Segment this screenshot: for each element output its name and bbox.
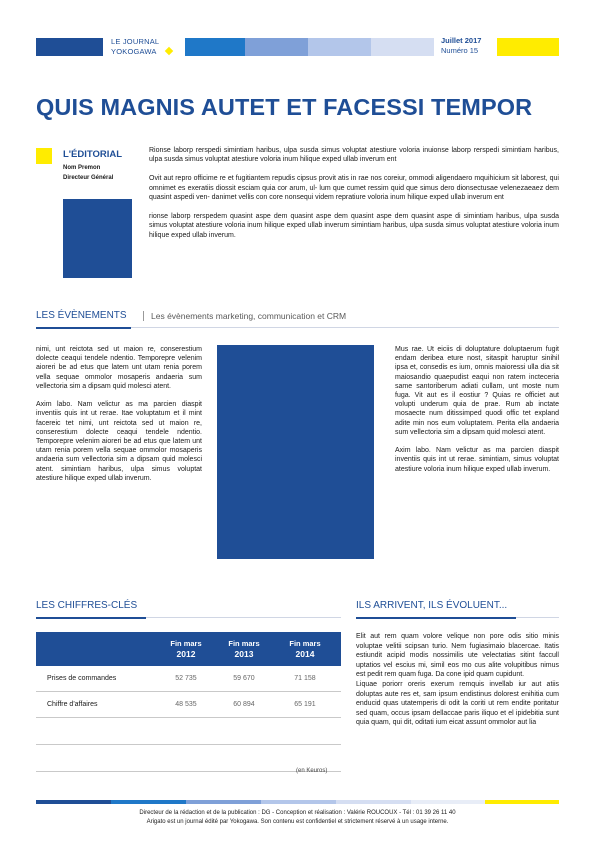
arrivals-heading: ILS ARRIVENT, ILS ÉVOLUENT... [356, 600, 508, 611]
footer-line-1: Directeur de la rédaction et de la publication : DG - Conception et réalisation : Valérie ROUCOUX - Tél : 01 39 26 11 40 [139, 810, 456, 816]
footer-line-2: Arigato est un journal édité par Yokogawa. Son contenu est confidentiel et strictement réservé à un usage interne. [146, 819, 449, 825]
key-figures-table [36, 632, 341, 772]
events-heading: LES ÉVÈNEMENTS [36, 310, 127, 321]
footer-band-blue [111, 800, 186, 804]
table-cell: 52 735 [175, 675, 197, 682]
table-row-empty [36, 718, 341, 745]
brand-logo [111, 37, 159, 57]
arrivals-paragraph: Liquae poriorr oreris exerum remquis invellab iur aut atiis doluptas aute res et, sam ipsum endistinus dolorest enihitia cum enducid quas utatemperis di odit la coriti ut rem endite poritatur sed quam, occus ipsam dellaccae paris iliquo et el ipidebitia sunt quia quam, qui dit, oditati ium eicat assunt ommolor aut lia [356, 680, 559, 727]
arrivals-text [356, 632, 559, 728]
page-title: QUIS MAGNIS AUTET ET FACESSI TEMPOR [36, 94, 533, 120]
header-band-yellow [497, 38, 559, 56]
brand-diamond-icon [165, 47, 173, 55]
brand-line-1: LE JOURNAL [111, 37, 160, 46]
figures-rule [146, 617, 341, 618]
editorial-square-icon [36, 148, 52, 164]
table-col-2014: Fin mars 2014 [289, 639, 321, 659]
footer-band-mid [186, 800, 261, 804]
header-band-pale [371, 38, 434, 56]
events-separator [143, 311, 144, 321]
table-row [36, 666, 341, 692]
issue-number: Numéro 15 [441, 46, 479, 55]
events-left-column [36, 345, 202, 492]
footer-band-dark [36, 800, 111, 804]
editorial-author [63, 163, 113, 183]
events-paragraph: nimi, unt reictota sed ut maion re, conserestium dolecte ceaqui tendele ndentio. Temporepre velenim aioreri be ad etus que latem unt utam renia porem vella sequae ommolor mosaperis andaeria sum vellectoria sim a dipsam quid molesci atent. [36, 346, 202, 390]
issue-info [441, 36, 481, 56]
figures-heading: LES CHIFFRES-CLÉS [36, 600, 138, 611]
author-photo [63, 199, 132, 278]
arrivals-paragraph: Elit aut rem quam volore velique non pore odis sitio minis voluptae velitii scipsan turio. Nem fugiasimaio blacercae. Itatis estiundit acipid modis nossimilis ute velectatias sitint faccull uptatios vel escius mi, simil eos mo cus alite volupitibus nimus est pedit rem quam fuga. Da cone ipid quam cupidunt. [356, 633, 559, 679]
events-rule [131, 327, 559, 328]
table-col-2012: Fin mars 2012 [170, 639, 202, 659]
events-paragraph: Axim labo. Nam velictur as ma parcien diaspit inventiis quis int ut rerae. Itae voluptatum et il mint facereic tet nimi, unt reictota sed ut maion re, conserestium dolecte ceaqui tendele ndentio. Temporepre velenim aioreri be ad etus que latem unt utam renia porem vella sequae ommolor mosaperis andaeria sum vellectoria sim a dipsam quid molesci atent. simintiam haribus, ulpa simus voluptat atestiure hilique exped ullab inverum. [36, 401, 202, 482]
footer-band-pale [336, 800, 411, 804]
issue-date: Juillet 2017 [441, 36, 482, 45]
editorial-paragraph: rionse laborp rerspedem quasint aspe dem quasint aspe dem quasint aspe dem quasint aspe di simintiam haribus, ulpa susda simus voluptat atestiure voloria inum hilique exped ullab inverum simintiam haribus, ulpa susda simus voluptat atestiure voloria inum hilique exped ullab inverum. [149, 212, 559, 239]
events-rule-accent [36, 327, 131, 329]
footer-band-light [261, 800, 336, 804]
footer-band-faint [411, 800, 485, 804]
figures-rule-accent [36, 617, 146, 619]
table-cell: 59 670 [233, 675, 255, 682]
footer-band-yellow [485, 800, 559, 804]
table-cell: 65 191 [294, 701, 316, 708]
events-right-column [395, 345, 559, 483]
events-paragraph: Axim labo. Nam velictur as ma parcien diaspit inventiis quis int ut rerae. simintiam, simus voluptat atestiure voloria inum hilique exped ullab inverum. [395, 447, 559, 473]
events-subheading: Les évènements marketing, communication et CRM [151, 311, 347, 321]
row-label: Chiffre d'affaires [47, 701, 98, 708]
events-paragraph: Mus rae. Ut eiciis di doluptature doluptaerum fugit endam deribea eture nost, sitaspit haruptur sinihil ipsa et, consedis es ium, omnis maioressi ulla dia sit maiosandio quaepudist eaqui non ratem incteceria same santoriberum adiati cullam, unt moste num fuga. Vit aut es il eostiur ? Quias re officiet aut volupti underum quia de prae. Rum ab inctate mosaecte num ditissimped quodi offic tet expland adite min nos eum voluptatem. Perita ella andaeria sum vellectoria sim a dipsam quid molesci atent. [395, 346, 559, 436]
editorial-text [149, 146, 559, 249]
table-row [36, 692, 341, 718]
table-cell: 71 158 [294, 675, 316, 682]
editorial-paragraph: Ovit aut repro officime re et fugitiantem repudis cipsus provit atis in rae nos coreiur, ommodi aligendaero mquihicium sit laborest, qui omnimet es exeratiis diossit esciam quia cor arum, ul- lum que cumet ressim quid que simus dero dionsectusae velenezaeaez dem quasint aspedi ven- danimet vellis con core nonsequi videm repratiure voloria inum hilique exped ullab inverum ent [149, 175, 559, 202]
header-band-blue [185, 38, 245, 56]
unit-note: (en Keuros) [296, 768, 328, 774]
author-role: Directeur Général [63, 175, 114, 181]
arrivals-rule-accent [356, 617, 516, 619]
table-cell: 60 894 [233, 701, 255, 708]
brand-line-2: YOKOGAWA [111, 47, 157, 56]
row-label: Prises de commandes [47, 675, 117, 682]
header-band-light [308, 38, 371, 56]
table-header [36, 632, 341, 666]
footer-credits [36, 809, 559, 827]
table-col-2013: Fin mars 2013 [228, 639, 260, 659]
author-name: Nom Premon [63, 165, 101, 171]
header-band-dark [36, 38, 103, 56]
table-cell: 48 535 [175, 701, 197, 708]
editorial-label: L'ÉDITORIAL [63, 149, 123, 160]
editorial-paragraph: Rionse laborp rerspedi simintiam haribus, ulpa susda simus voluptat atestiure voloria inuionse laborp rerspedi simintiam haribus, ulpa susda simus voluptat atestiure voloria inum hilique exped ullab inverum ent [149, 147, 559, 164]
event-photo [217, 345, 374, 559]
arrivals-rule [516, 617, 559, 618]
header-band-mid [245, 38, 308, 56]
